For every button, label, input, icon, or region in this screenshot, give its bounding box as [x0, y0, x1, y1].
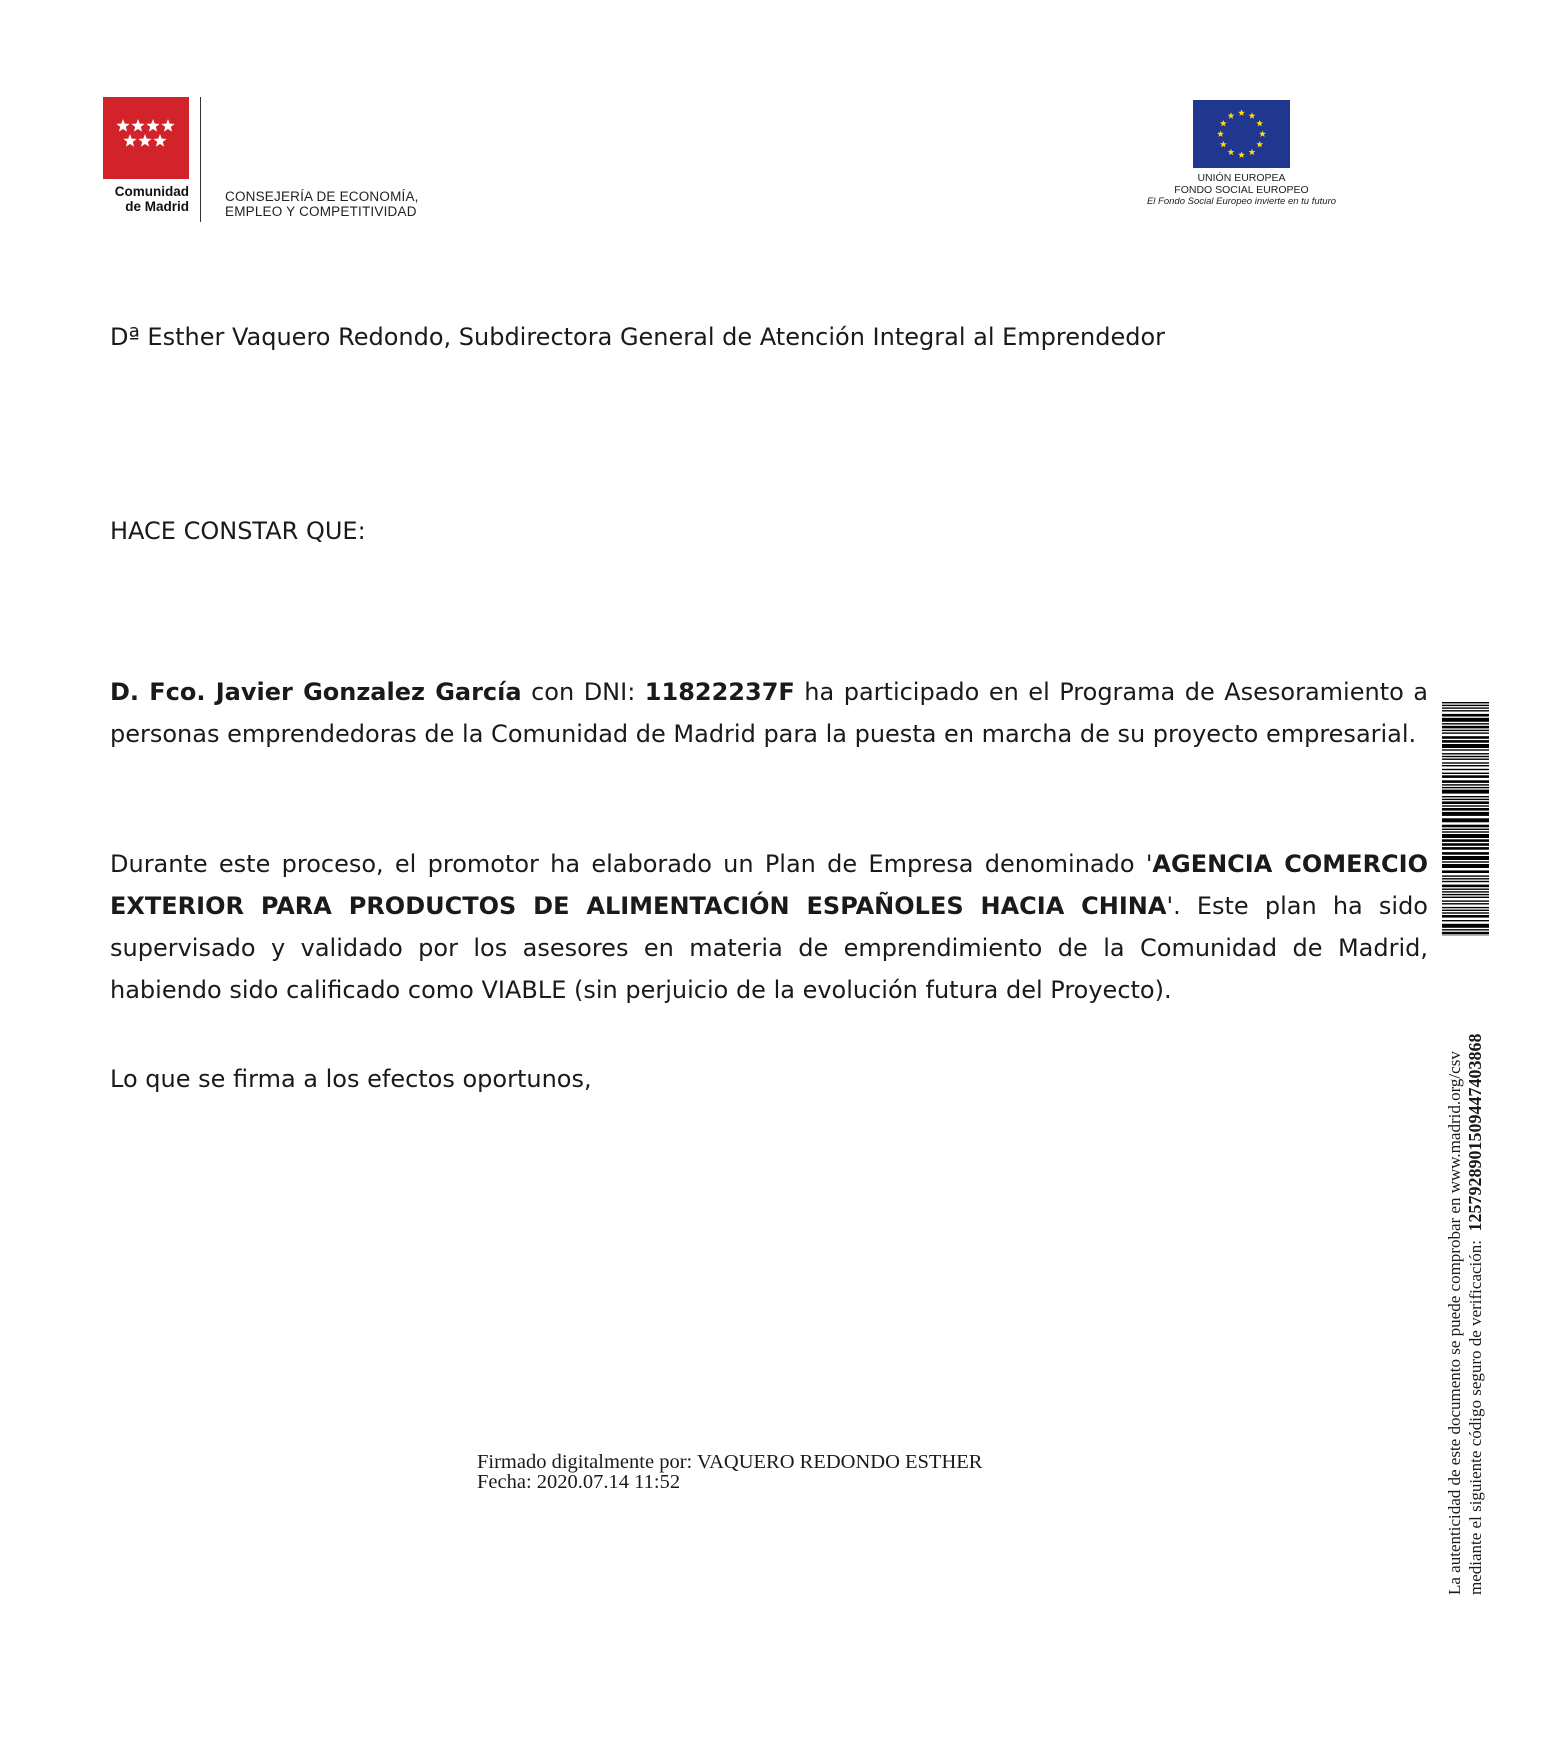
logo-divider: [200, 97, 201, 222]
eu-star-icon: [1238, 109, 1245, 116]
eu-logo: [1120, 100, 1360, 220]
verification-line2: [1465, 695, 1486, 1595]
verification-strip: [1442, 700, 1492, 1600]
participation-paragraph: [110, 671, 1428, 755]
plan-validation: '. Este plan ha sido supervisado y validado por los asesores en materia de emprendimiento de la Comunidad de Madrid, habiendo sido calificado como VIABLE (sin perjuicio de la evolución futura del Proyecto).: [110, 892, 1428, 1004]
plan-paragraph: [110, 843, 1428, 1011]
eu-flag-icon: [1193, 100, 1290, 168]
verification-prefix: mediante el siguiente código seguro de verificación:: [1466, 1240, 1485, 1595]
closing-line: Lo que se firma a los efectos oportunos,: [110, 1065, 592, 1093]
eu-star-icon: [1228, 112, 1235, 119]
plan-name: AGENCIA COMERCIO EXTERIOR PARA PRODUCTOS DE ALIMENTACIÓN ESPAÑOLES HACIA CHINA: [110, 850, 1429, 920]
eu-star-icon: [1238, 151, 1245, 158]
madrid-star-icon: [116, 119, 129, 132]
madrid-star-icon: [146, 119, 159, 132]
comunidad-madrid-logo: [103, 97, 443, 227]
eu-line2: FONDO SOCIAL EUROPEO: [1174, 184, 1309, 196]
eu-star-icon: [1220, 141, 1227, 148]
digital-signature: [477, 1452, 982, 1492]
participant-name: D. Fco. Javier Gonzalez García: [110, 678, 522, 706]
verification-text: [1445, 695, 1493, 1595]
plan-intro: Durante este proceso, el promotor ha elaborado un Plan de Empresa denominado ': [110, 850, 1153, 878]
hace-constar-heading: HACE CONSTAR QUE:: [110, 517, 366, 545]
dni-value: 11822237F: [644, 678, 795, 706]
signature-date: Fecha: 2020.07.14 11:52: [477, 1471, 681, 1493]
eu-star-icon: [1249, 112, 1256, 119]
madrid-flag-icon: [103, 97, 189, 179]
signed-by: Firmado digitalmente por: VAQUERO REDONDO ESTHER: [477, 1451, 983, 1473]
verification-line1: La autenticidad de este documento se puede comprobar en www.madrid.org/csv: [1445, 1051, 1464, 1595]
eu-star-icon: [1256, 141, 1263, 148]
comunidad-name: [103, 184, 189, 214]
signer-line: Dª Esther Vaquero Redondo, Subdirectora General de Atención Integral al Emprendedor: [110, 323, 1166, 351]
eu-star-icon: [1217, 130, 1224, 137]
madrid-star-icon: [138, 134, 151, 147]
madrid-star-icon: [153, 134, 166, 147]
madrid-star-icon: [131, 119, 144, 132]
madrid-star-icon: [161, 119, 174, 132]
consejeria-line1: CONSEJERÍA DE ECONOMÍA,: [225, 189, 419, 204]
eu-star-icon: [1249, 149, 1256, 156]
verification-code: 1257928901509447403868: [1465, 1033, 1485, 1232]
eu-caption: [1120, 172, 1363, 208]
comunidad-name-line2: de Madrid: [125, 199, 189, 214]
eu-star-icon: [1256, 120, 1263, 127]
eu-line1: UNIÓN EUROPEA: [1197, 172, 1286, 184]
eu-star-icon: [1259, 130, 1266, 137]
madrid-star-icon: [123, 134, 136, 147]
consejeria-line2: EMPLEO Y COMPETITIVIDAD: [225, 204, 417, 219]
participation-text: ha participado en el Programa de Asesoramiento a personas emprendedoras de la Comunidad de Madrid para la puesta en marcha de su proyecto empresarial.: [110, 678, 1428, 748]
eu-star-icon: [1228, 149, 1235, 156]
consejeria-name: [225, 189, 419, 219]
eu-star-icon: [1220, 120, 1227, 127]
eu-slogan: El Fondo Social Europeo invierte en tu futuro: [1146, 196, 1337, 207]
dni-label: con DNI:: [521, 678, 645, 706]
comunidad-name-line1: Comunidad: [114, 184, 189, 199]
